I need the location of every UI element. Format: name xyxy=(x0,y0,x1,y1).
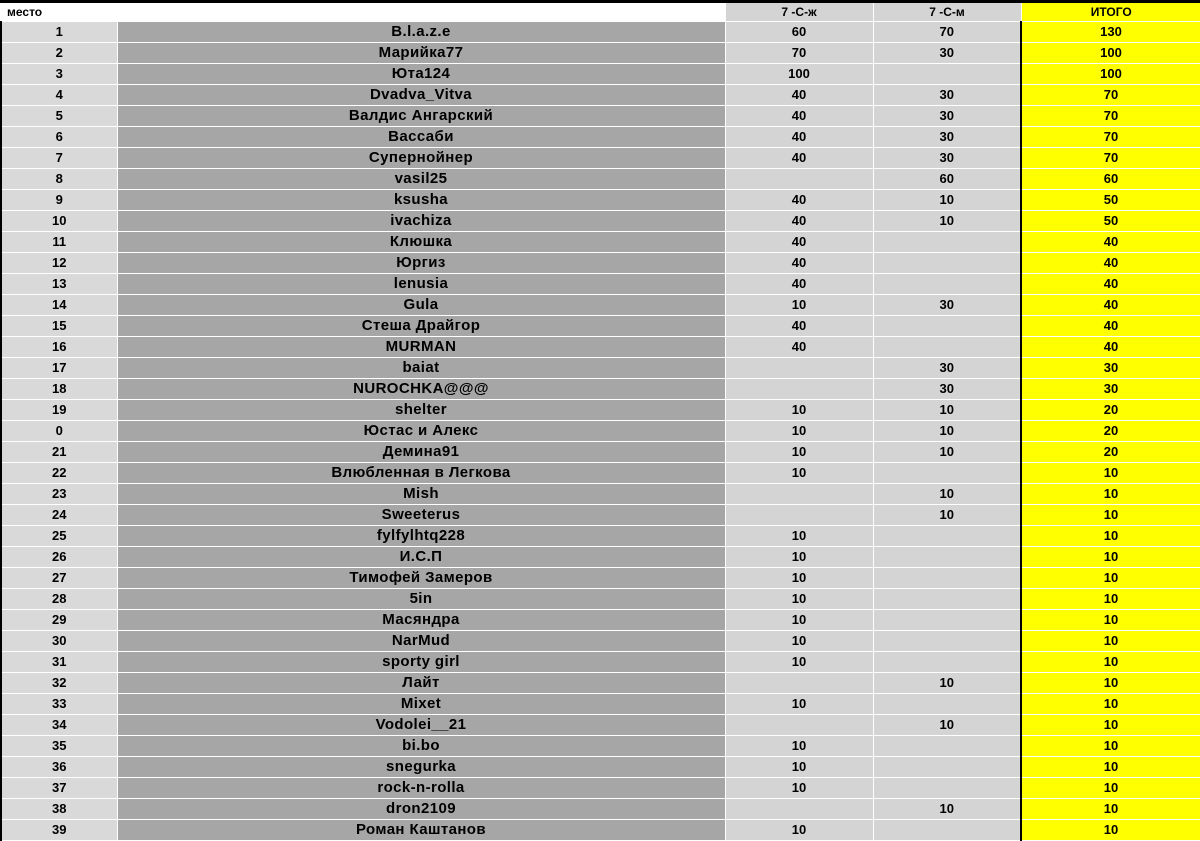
cell-score1[interactable] xyxy=(725,715,873,736)
cell-score2[interactable] xyxy=(873,316,1021,337)
cell-score2[interactable] xyxy=(873,64,1021,85)
cell-score1[interactable] xyxy=(725,169,873,190)
cell-total[interactable]: 20 xyxy=(1021,442,1200,463)
cell-name[interactable]: baiat xyxy=(117,358,725,379)
cell-score1[interactable]: 40 xyxy=(725,316,873,337)
cell-name[interactable]: Демина91 xyxy=(117,442,725,463)
cell-total[interactable]: 10 xyxy=(1021,820,1200,841)
cell-rank[interactable]: 13 xyxy=(1,274,117,295)
cell-rank[interactable]: 18 xyxy=(1,379,117,400)
table-row[interactable] xyxy=(1,169,1200,190)
cell-score1[interactable]: 10 xyxy=(725,568,873,589)
cell-total[interactable]: 40 xyxy=(1021,337,1200,358)
cell-rank[interactable]: 2 xyxy=(1,43,117,64)
cell-score2[interactable]: 10 xyxy=(873,673,1021,694)
cell-total[interactable]: 50 xyxy=(1021,190,1200,211)
cell-score2[interactable]: 10 xyxy=(873,715,1021,736)
cell-score2[interactable] xyxy=(873,757,1021,778)
cell-score1[interactable]: 10 xyxy=(725,295,873,316)
cell-score1[interactable]: 10 xyxy=(725,442,873,463)
cell-name[interactable]: ksusha xyxy=(117,190,725,211)
cell-score2[interactable]: 10 xyxy=(873,190,1021,211)
cell-name[interactable]: MURMAN xyxy=(117,337,725,358)
cell-rank[interactable]: 11 xyxy=(1,232,117,253)
cell-rank[interactable]: 30 xyxy=(1,631,117,652)
cell-total[interactable]: 10 xyxy=(1021,568,1200,589)
cell-name[interactable]: B.l.a.z.e xyxy=(117,22,725,43)
cell-rank[interactable]: 4 xyxy=(1,85,117,106)
cell-total[interactable]: 10 xyxy=(1021,799,1200,820)
cell-rank[interactable]: 0 xyxy=(1,421,117,442)
cell-score2[interactable]: 10 xyxy=(873,442,1021,463)
cell-total[interactable]: 130 xyxy=(1021,22,1200,43)
cell-total[interactable]: 70 xyxy=(1021,127,1200,148)
cell-score1[interactable]: 10 xyxy=(725,778,873,799)
cell-rank[interactable]: 17 xyxy=(1,358,117,379)
cell-score1[interactable]: 10 xyxy=(725,421,873,442)
cell-rank[interactable]: 15 xyxy=(1,316,117,337)
table-row[interactable] xyxy=(1,85,1200,106)
cell-score2[interactable]: 30 xyxy=(873,379,1021,400)
cell-score2[interactable]: 30 xyxy=(873,295,1021,316)
table-row[interactable] xyxy=(1,421,1200,442)
table-row[interactable] xyxy=(1,694,1200,715)
cell-rank[interactable]: 16 xyxy=(1,337,117,358)
cell-rank[interactable]: 31 xyxy=(1,652,117,673)
cell-score2[interactable] xyxy=(873,568,1021,589)
table-row[interactable] xyxy=(1,463,1200,484)
cell-rank[interactable]: 39 xyxy=(1,820,117,841)
cell-name[interactable]: Mixet xyxy=(117,694,725,715)
cell-score1[interactable]: 10 xyxy=(725,526,873,547)
cell-name[interactable]: Юстас и Алекс xyxy=(117,421,725,442)
cell-score2[interactable]: 30 xyxy=(873,43,1021,64)
table-row[interactable] xyxy=(1,652,1200,673)
cell-score1[interactable] xyxy=(725,673,873,694)
cell-score1[interactable]: 40 xyxy=(725,253,873,274)
cell-score2[interactable] xyxy=(873,736,1021,757)
cell-score2[interactable] xyxy=(873,547,1021,568)
table-row[interactable] xyxy=(1,505,1200,526)
cell-score1[interactable]: 40 xyxy=(725,106,873,127)
cell-rank[interactable]: 14 xyxy=(1,295,117,316)
cell-rank[interactable]: 35 xyxy=(1,736,117,757)
cell-total[interactable]: 10 xyxy=(1021,757,1200,778)
cell-total[interactable]: 70 xyxy=(1021,148,1200,169)
cell-rank[interactable]: 36 xyxy=(1,757,117,778)
cell-score2[interactable] xyxy=(873,253,1021,274)
table-row[interactable] xyxy=(1,379,1200,400)
cell-total[interactable]: 100 xyxy=(1021,64,1200,85)
column-header-score1: 7 -С-ж xyxy=(725,3,873,22)
cell-score1[interactable]: 10 xyxy=(725,694,873,715)
cell-total[interactable]: 10 xyxy=(1021,652,1200,673)
table-row[interactable] xyxy=(1,316,1200,337)
cell-name[interactable]: sporty girl xyxy=(117,652,725,673)
cell-score1[interactable]: 40 xyxy=(725,85,873,106)
cell-name[interactable]: Вассаби xyxy=(117,127,725,148)
table-row[interactable] xyxy=(1,757,1200,778)
cell-score1[interactable]: 40 xyxy=(725,274,873,295)
cell-rank[interactable]: 19 xyxy=(1,400,117,421)
cell-score2[interactable] xyxy=(873,694,1021,715)
cell-rank[interactable]: 32 xyxy=(1,673,117,694)
cell-score2[interactable]: 30 xyxy=(873,148,1021,169)
cell-rank[interactable]: 28 xyxy=(1,589,117,610)
table-row[interactable] xyxy=(1,64,1200,85)
cell-rank[interactable]: 7 xyxy=(1,148,117,169)
cell-score1[interactable]: 40 xyxy=(725,211,873,232)
table-row[interactable] xyxy=(1,715,1200,736)
cell-score2[interactable] xyxy=(873,631,1021,652)
cell-rank[interactable]: 33 xyxy=(1,694,117,715)
cell-score2[interactable]: 10 xyxy=(873,400,1021,421)
cell-score1[interactable] xyxy=(725,484,873,505)
cell-score2[interactable]: 30 xyxy=(873,85,1021,106)
cell-score1[interactable] xyxy=(725,379,873,400)
cell-name[interactable]: Sweeterus xyxy=(117,505,725,526)
cell-total[interactable]: 70 xyxy=(1021,85,1200,106)
cell-total[interactable]: 10 xyxy=(1021,547,1200,568)
cell-total[interactable]: 10 xyxy=(1021,505,1200,526)
cell-score1[interactable]: 10 xyxy=(725,736,873,757)
cell-name[interactable]: shelter xyxy=(117,400,725,421)
cell-score1[interactable]: 10 xyxy=(725,610,873,631)
table-row[interactable] xyxy=(1,442,1200,463)
cell-score2[interactable]: 10 xyxy=(873,211,1021,232)
cell-score2[interactable]: 10 xyxy=(873,505,1021,526)
cell-name[interactable]: Клюшка xyxy=(117,232,725,253)
table-row[interactable] xyxy=(1,337,1200,358)
cell-total[interactable]: 50 xyxy=(1021,211,1200,232)
cell-total[interactable]: 10 xyxy=(1021,484,1200,505)
cell-total[interactable]: 10 xyxy=(1021,715,1200,736)
cell-score2[interactable]: 10 xyxy=(873,799,1021,820)
table-row[interactable] xyxy=(1,190,1200,211)
cell-name[interactable]: Тимофей Замеров xyxy=(117,568,725,589)
cell-name[interactable]: NarMud xyxy=(117,631,725,652)
cell-score1[interactable]: 40 xyxy=(725,148,873,169)
cell-score1[interactable]: 10 xyxy=(725,631,873,652)
cell-score2[interactable] xyxy=(873,652,1021,673)
cell-total[interactable]: 20 xyxy=(1021,400,1200,421)
table-row[interactable] xyxy=(1,799,1200,820)
cell-total[interactable]: 70 xyxy=(1021,106,1200,127)
cell-score2[interactable]: 60 xyxy=(873,169,1021,190)
cell-name[interactable]: ivachiza xyxy=(117,211,725,232)
column-header-total: ИТОГО xyxy=(1021,3,1200,22)
cell-total[interactable]: 40 xyxy=(1021,295,1200,316)
cell-name[interactable]: Dvadva_Vitva xyxy=(117,85,725,106)
cell-name[interactable]: Влюбленная в Легкова xyxy=(117,463,725,484)
standings-table xyxy=(0,3,1200,841)
table-row[interactable] xyxy=(1,232,1200,253)
cell-score2[interactable]: 10 xyxy=(873,421,1021,442)
cell-name[interactable]: Валдис Ангарский xyxy=(117,106,725,127)
cell-score1[interactable] xyxy=(725,358,873,379)
cell-score1[interactable]: 10 xyxy=(725,589,873,610)
cell-score2[interactable]: 10 xyxy=(873,484,1021,505)
cell-total[interactable]: 20 xyxy=(1021,421,1200,442)
table-row[interactable] xyxy=(1,736,1200,757)
cell-score2[interactable] xyxy=(873,526,1021,547)
cell-name[interactable]: fylfylhtq228 xyxy=(117,526,725,547)
table-row[interactable] xyxy=(1,589,1200,610)
cell-score1[interactable]: 40 xyxy=(725,190,873,211)
cell-score1[interactable]: 10 xyxy=(725,400,873,421)
cell-score1[interactable] xyxy=(725,799,873,820)
cell-rank[interactable]: 27 xyxy=(1,568,117,589)
table-row[interactable] xyxy=(1,673,1200,694)
table-row[interactable] xyxy=(1,43,1200,64)
cell-name[interactable]: Стеша Драйгор xyxy=(117,316,725,337)
cell-score1[interactable]: 60 xyxy=(725,22,873,43)
table-body xyxy=(1,22,1200,841)
cell-rank[interactable]: 37 xyxy=(1,778,117,799)
cell-total[interactable]: 40 xyxy=(1021,253,1200,274)
cell-name[interactable]: Vodolei__21 xyxy=(117,715,725,736)
cell-total[interactable]: 100 xyxy=(1021,43,1200,64)
cell-rank[interactable]: 24 xyxy=(1,505,117,526)
cell-score2[interactable]: 30 xyxy=(873,106,1021,127)
cell-rank[interactable]: 26 xyxy=(1,547,117,568)
cell-name[interactable]: vasil25 xyxy=(117,169,725,190)
cell-rank[interactable]: 34 xyxy=(1,715,117,736)
cell-total[interactable]: 10 xyxy=(1021,694,1200,715)
cell-score1[interactable]: 10 xyxy=(725,820,873,841)
cell-rank[interactable]: 25 xyxy=(1,526,117,547)
table-row[interactable] xyxy=(1,400,1200,421)
cell-name[interactable]: Роман Каштанов xyxy=(117,820,725,841)
column-header-score2: 7 -С-м xyxy=(873,3,1021,22)
cell-score2[interactable]: 30 xyxy=(873,127,1021,148)
cell-rank[interactable]: 8 xyxy=(1,169,117,190)
table-row[interactable] xyxy=(1,106,1200,127)
cell-name[interactable]: Марийка77 xyxy=(117,43,725,64)
cell-score2[interactable]: 30 xyxy=(873,358,1021,379)
table-row[interactable] xyxy=(1,22,1200,43)
cell-rank[interactable]: 6 xyxy=(1,127,117,148)
cell-score1[interactable]: 40 xyxy=(725,127,873,148)
table-row[interactable] xyxy=(1,484,1200,505)
cell-total[interactable]: 40 xyxy=(1021,316,1200,337)
cell-score1[interactable]: 40 xyxy=(725,337,873,358)
cell-score2[interactable]: 70 xyxy=(873,22,1021,43)
cell-rank[interactable]: 10 xyxy=(1,211,117,232)
table-row[interactable] xyxy=(1,568,1200,589)
cell-rank[interactable]: 5 xyxy=(1,106,117,127)
cell-total[interactable]: 10 xyxy=(1021,589,1200,610)
cell-name[interactable]: bi.bo xyxy=(117,736,725,757)
cell-score2[interactable] xyxy=(873,337,1021,358)
table-row[interactable] xyxy=(1,778,1200,799)
cell-name[interactable]: 5in xyxy=(117,589,725,610)
cell-name[interactable]: И.С.П xyxy=(117,547,725,568)
table-row[interactable] xyxy=(1,148,1200,169)
cell-score1[interactable]: 40 xyxy=(725,232,873,253)
table-row[interactable] xyxy=(1,274,1200,295)
cell-rank[interactable]: 1 xyxy=(1,22,117,43)
cell-name[interactable]: Mish xyxy=(117,484,725,505)
cell-rank[interactable]: 12 xyxy=(1,253,117,274)
table-row[interactable] xyxy=(1,211,1200,232)
cell-total[interactable]: 10 xyxy=(1021,463,1200,484)
column-header-rank: место xyxy=(1,3,117,22)
table-header-row xyxy=(1,3,1200,22)
cell-rank[interactable]: 22 xyxy=(1,463,117,484)
cell-total[interactable]: 60 xyxy=(1021,169,1200,190)
cell-name[interactable]: Масяндра xyxy=(117,610,725,631)
cell-name[interactable]: dron2109 xyxy=(117,799,725,820)
table-row[interactable] xyxy=(1,820,1200,841)
table-row[interactable] xyxy=(1,631,1200,652)
cell-rank[interactable]: 29 xyxy=(1,610,117,631)
cell-total[interactable]: 10 xyxy=(1021,673,1200,694)
cell-name[interactable]: Лайт xyxy=(117,673,725,694)
table-row[interactable] xyxy=(1,526,1200,547)
table-row[interactable] xyxy=(1,547,1200,568)
cell-name[interactable]: snegurka xyxy=(117,757,725,778)
cell-score1[interactable]: 100 xyxy=(725,64,873,85)
cell-score2[interactable] xyxy=(873,610,1021,631)
cell-rank[interactable]: 23 xyxy=(1,484,117,505)
cell-total[interactable]: 10 xyxy=(1021,526,1200,547)
cell-rank[interactable]: 38 xyxy=(1,799,117,820)
cell-score1[interactable]: 70 xyxy=(725,43,873,64)
cell-name[interactable]: Юта124 xyxy=(117,64,725,85)
cell-score1[interactable]: 10 xyxy=(725,547,873,568)
cell-name[interactable]: lenusia xyxy=(117,274,725,295)
cell-score2[interactable] xyxy=(873,232,1021,253)
cell-name[interactable]: Супернойнер xyxy=(117,148,725,169)
table-row[interactable] xyxy=(1,127,1200,148)
cell-score2[interactable] xyxy=(873,820,1021,841)
cell-score2[interactable] xyxy=(873,778,1021,799)
cell-total[interactable]: 10 xyxy=(1021,736,1200,757)
cell-rank[interactable]: 9 xyxy=(1,190,117,211)
cell-rank[interactable]: 21 xyxy=(1,442,117,463)
cell-score2[interactable] xyxy=(873,274,1021,295)
cell-name[interactable]: Gula xyxy=(117,295,725,316)
cell-total[interactable]: 10 xyxy=(1021,778,1200,799)
cell-name[interactable]: rock-n-rolla xyxy=(117,778,725,799)
cell-rank[interactable]: 3 xyxy=(1,64,117,85)
cell-total[interactable]: 10 xyxy=(1021,610,1200,631)
cell-score1[interactable]: 10 xyxy=(725,463,873,484)
table-row[interactable] xyxy=(1,358,1200,379)
cell-total[interactable]: 40 xyxy=(1021,274,1200,295)
table-row[interactable] xyxy=(1,295,1200,316)
cell-score2[interactable] xyxy=(873,463,1021,484)
column-header-name xyxy=(117,3,725,22)
cell-name[interactable]: Юргиз xyxy=(117,253,725,274)
cell-name[interactable]: NUROCHKA@@@ xyxy=(117,379,725,400)
cell-score1[interactable]: 10 xyxy=(725,652,873,673)
cell-score1[interactable]: 10 xyxy=(725,757,873,778)
cell-total[interactable]: 30 xyxy=(1021,379,1200,400)
cell-score1[interactable] xyxy=(725,505,873,526)
table-row[interactable] xyxy=(1,253,1200,274)
cell-total[interactable]: 10 xyxy=(1021,631,1200,652)
cell-total[interactable]: 40 xyxy=(1021,232,1200,253)
table-row[interactable] xyxy=(1,610,1200,631)
cell-total[interactable]: 30 xyxy=(1021,358,1200,379)
cell-score2[interactable] xyxy=(873,589,1021,610)
